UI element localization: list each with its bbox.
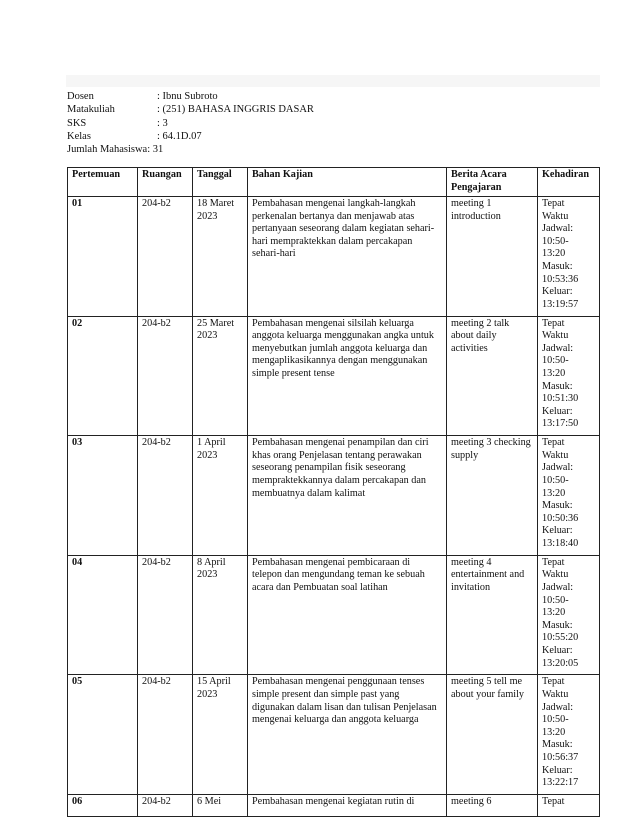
course-info: [67, 90, 314, 156]
cell-bahan: Pembahasan mengenai penampilan dan ciri khas orang Penjelasan tentang perawakan seseorang penampilan fisik seseorang mempraktekkannya dalam percakapan dan membuatnya dalam kalimat: [248, 436, 447, 556]
kehadiran-line: Tepat: [542, 795, 565, 807]
info-row-matakuliah: [67, 103, 314, 116]
cell-kehadiran: [538, 436, 600, 556]
header-ruangan: Ruangan: [138, 168, 193, 197]
kehadiran-line: 10:50-: [542, 355, 569, 367]
kehadiran-line: 10:50-: [542, 594, 569, 606]
matakuliah-label: Matakuliah: [67, 104, 115, 116]
cell-tanggal: 15 April 2023: [193, 675, 248, 795]
cell-kehadiran: [538, 794, 600, 816]
header-berita-acara: Berita Acara Pengajaran: [447, 168, 538, 197]
cell-kehadiran: [538, 555, 600, 675]
kehadiran-line: Keluar:: [542, 764, 573, 776]
kehadiran-line: 10:50-: [542, 714, 569, 726]
cell-kehadiran: [538, 316, 600, 436]
kehadiran-line: Keluar:: [542, 405, 573, 417]
kehadiran-line: 13:17:50: [542, 418, 579, 430]
cell-pertemuan: 04: [68, 555, 138, 675]
cell-bahan: Pembahasan mengenai pembicaraan di telepon dan mengundang teman ke sebuah acara dan Pembuatan soal latihan: [248, 555, 447, 675]
cell-berita: meeting 5 tell me about your family: [447, 675, 538, 795]
kehadiran-line: Waktu: [542, 688, 569, 700]
cell-tanggal: 25 Maret 2023: [193, 316, 248, 436]
kehadiran-line: Masuk:: [542, 380, 573, 392]
matakuliah-value: : (251) BAHASA INGGRIS DASAR: [157, 104, 314, 116]
kehadiran-line: Masuk:: [542, 260, 573, 272]
kehadiran-line: 10:50-: [542, 474, 569, 486]
kehadiran-line: Waktu: [542, 449, 569, 461]
header-pertemuan: Pertemuan: [68, 168, 138, 197]
kelas-label: Kelas: [67, 130, 91, 142]
kehadiran-line: Tepat: [542, 556, 565, 568]
header-bahan-kajian: Bahan Kajian: [248, 168, 447, 197]
table-row: [68, 316, 600, 436]
kehadiran-line: 13:20: [542, 726, 566, 738]
kehadiran-line: 10:56:37: [542, 751, 579, 763]
kehadiran-line: 10:50:36: [542, 512, 579, 524]
info-row-jumlah: [67, 143, 314, 156]
kehadiran-line: 13:20: [542, 487, 566, 499]
kehadiran-line: Tepat: [542, 198, 565, 209]
kehadiran-line: Masuk:: [542, 739, 573, 751]
kehadiran-line: Tepat: [542, 317, 565, 329]
kehadiran-line: Waktu: [542, 330, 569, 342]
cell-tanggal: 18 Maret 2023: [193, 197, 248, 317]
kehadiran-line: Waktu: [542, 210, 569, 222]
cell-kehadiran: [538, 197, 600, 317]
kehadiran-line: 10:50-: [542, 235, 569, 247]
kehadiran-line: Tepat: [542, 676, 565, 688]
header-kehadiran: Kehadiran: [538, 168, 600, 197]
cell-pertemuan: 06: [68, 794, 138, 816]
cell-pertemuan: 03: [68, 436, 138, 556]
cell-tanggal: 1 April 2023: [193, 436, 248, 556]
kehadiran-line: 10:51:30: [542, 393, 579, 405]
table-row: [68, 436, 600, 556]
dosen-value: : Ibnu Subroto: [157, 91, 218, 102]
kehadiran-line: Keluar:: [542, 644, 573, 656]
kehadiran-line: Jadwal:: [542, 342, 574, 354]
cell-ruangan: 204-b2: [138, 794, 193, 816]
header-tanggal: Tanggal: [193, 168, 248, 197]
info-row-dosen: [67, 90, 314, 103]
cell-tanggal: 8 April 2023: [193, 555, 248, 675]
cell-pertemuan: 01: [68, 197, 138, 317]
page-header-band: [66, 75, 600, 87]
kehadiran-line: 13:20:05: [542, 657, 579, 669]
cell-tanggal: 6 Mei: [193, 794, 248, 816]
cell-ruangan: 204-b2: [138, 316, 193, 436]
kehadiran-line: 13:20: [542, 248, 566, 260]
cell-kehadiran: [538, 675, 600, 795]
cell-ruangan: 204-b2: [138, 436, 193, 556]
kehadiran-line: 10:55:20: [542, 632, 579, 644]
table-row: [68, 555, 600, 675]
kehadiran-line: Keluar:: [542, 286, 573, 298]
jumlah-value: : 31: [147, 144, 164, 156]
cell-berita: meeting 3 checking supply: [447, 436, 538, 556]
sks-value: : 3: [157, 117, 168, 129]
kehadiran-line: 13:20: [542, 607, 566, 619]
info-row-sks: [67, 117, 314, 130]
kehadiran-line: Jadwal:: [542, 223, 574, 235]
sks-label: SKS: [67, 117, 87, 129]
kehadiran-line: 13:22:17: [542, 777, 579, 789]
cell-berita: meeting 4 entertainment and invitation: [447, 555, 538, 675]
table-header-row: [68, 168, 600, 197]
cell-ruangan: 204-b2: [138, 555, 193, 675]
cell-bahan: Pembahasan mengenai langkah-langkah perkenalan bertanya dan menjawab atas pertanyaan seseorang dalam kegiatan sehari-hari mempraktekkan dalam percakapan sehari-hari: [248, 197, 447, 317]
cell-berita: meeting 2 talk about daily activities: [447, 316, 538, 436]
kehadiran-line: Jadwal:: [542, 581, 574, 593]
kehadiran-line: Tepat: [542, 437, 565, 449]
kehadiran-line: 10:53:36: [542, 273, 579, 285]
kehadiran-line: Jadwal:: [542, 462, 574, 474]
cell-berita: meeting 1 introduction: [447, 197, 538, 317]
cell-pertemuan: 05: [68, 675, 138, 795]
kelas-value: : 64.1D.07: [157, 130, 202, 142]
cell-bahan: Pembahasan mengenai kegiatan rutin di: [248, 794, 447, 816]
cell-berita: meeting 6: [447, 794, 538, 816]
cell-pertemuan: 02: [68, 316, 138, 436]
attendance-table: [67, 167, 600, 817]
kehadiran-line: 13:19:57: [542, 298, 579, 310]
table-row: [68, 197, 600, 317]
kehadiran-line: Masuk:: [542, 500, 573, 512]
table-row: [68, 794, 600, 816]
jumlah-label: Jumlah Mahasiswa: [67, 144, 148, 156]
info-row-kelas: [67, 130, 314, 143]
kehadiran-line: Jadwal:: [542, 701, 574, 713]
cell-ruangan: 204-b2: [138, 675, 193, 795]
cell-bahan: Pembahasan mengenai penggunaan tenses simple present dan simple past yang digunakan dalam lisan dan tulisan Penjelasan mengenai keluarga dan anggota keluarga: [248, 675, 447, 795]
cell-ruangan: 204-b2: [138, 197, 193, 317]
table-row: [68, 675, 600, 795]
dosen-label: Dosen: [67, 91, 94, 102]
kehadiran-line: 13:20: [542, 367, 566, 379]
kehadiran-line: 13:18:40: [542, 537, 579, 549]
cell-bahan: Pembahasan mengenai silsilah keluarga anggota keluarga menggunakan angka untuk menyebutkan jumlah anggota keluarga dan mengaplikasikannya dengan menggunakan simple present tense: [248, 316, 447, 436]
kehadiran-line: Keluar:: [542, 525, 573, 537]
kehadiran-line: Masuk:: [542, 619, 573, 631]
kehadiran-line: Waktu: [542, 569, 569, 581]
